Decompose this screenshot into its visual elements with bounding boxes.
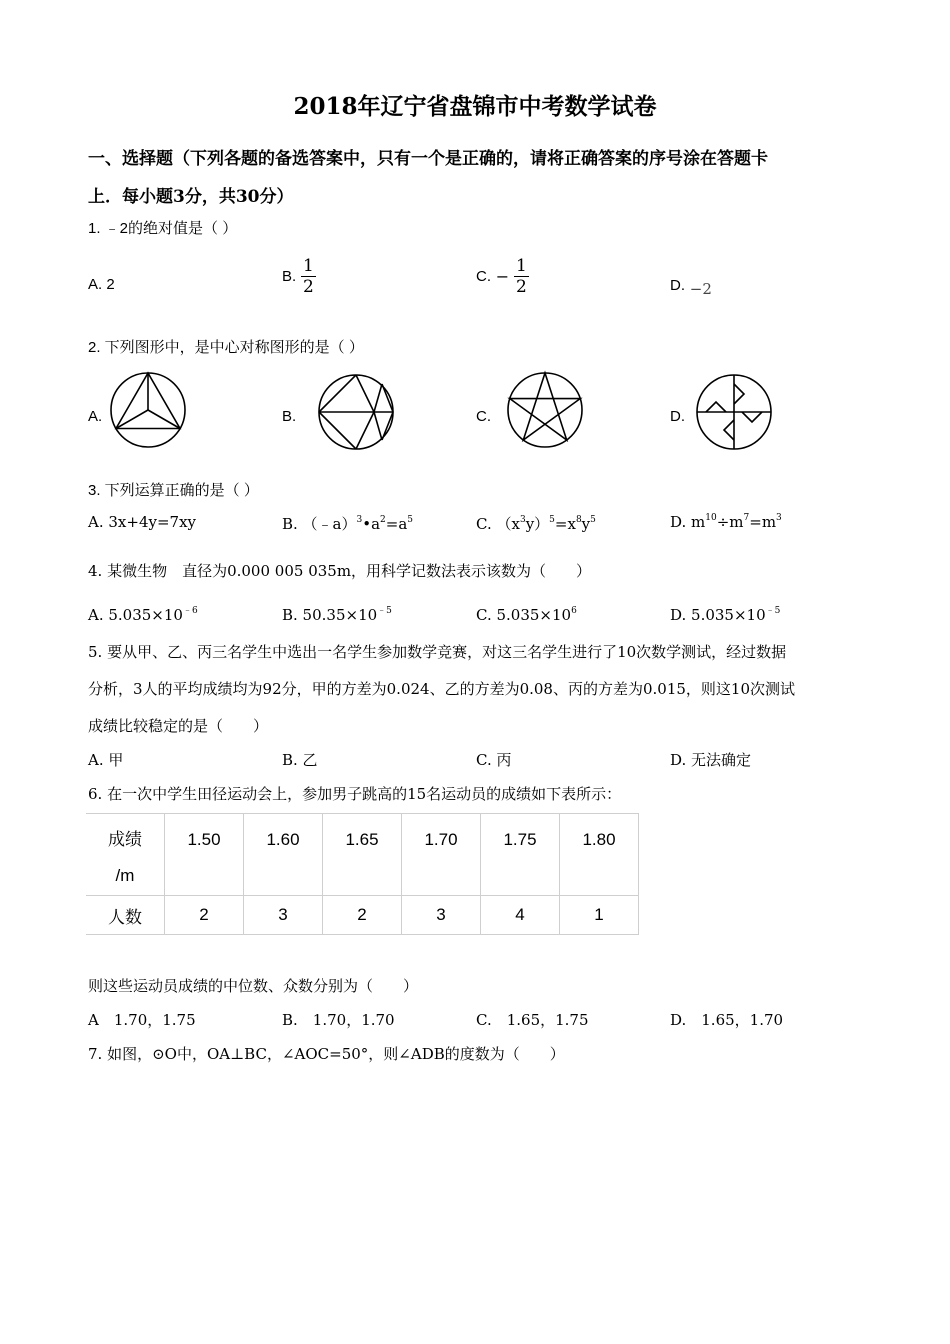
q3-d-exp2: 7	[743, 513, 750, 523]
table-cell: 4	[481, 896, 560, 935]
q3-d-exp3: 3	[776, 513, 782, 523]
table-cell: 1.70	[402, 814, 481, 896]
q4-option-c	[476, 606, 577, 624]
section-heading-line2: 上．每小题3分，共30分）	[88, 187, 294, 207]
q2-option-c: C.	[476, 408, 491, 425]
q4-c-base: C. 5.035×10	[476, 606, 572, 624]
q4-stem: 4. 某微生物 直径为0.000 005 035m，用科学记数法表示该数为（ ）	[88, 562, 592, 580]
q4-d-exp: ﹣5	[765, 606, 781, 616]
fraction-denominator: 2	[302, 277, 314, 297]
q3-stem: 3. 下列运算正确的是（ ）	[88, 482, 259, 499]
q5-option-a: A. 甲	[88, 751, 124, 769]
q3-b-exp3: 5	[407, 515, 414, 525]
q5-option-b: B. 乙	[282, 751, 318, 769]
q4-b-exp: ﹣5	[377, 606, 392, 616]
q1-option-c-fraction	[514, 256, 529, 297]
q6-question: 则这些运动员成绩的中位数、众数分别为（ ）	[88, 977, 419, 995]
q3-c-exp3: 8	[575, 515, 582, 525]
q3-c-exp2: 5	[549, 515, 555, 525]
q5-option-d: D. 无法确定	[670, 751, 752, 769]
q3-c-exp1: 3	[519, 515, 526, 525]
q3-option-d	[670, 513, 782, 531]
q3-d-part1: D. m	[670, 513, 706, 531]
q1-option-c	[476, 256, 529, 297]
q1-option-d-value: −2	[689, 280, 712, 298]
table-cell: 1.80	[560, 814, 639, 896]
q6-option-a: A 1.70，1.75	[88, 1011, 196, 1029]
q1-option-c-sign: −	[495, 267, 510, 286]
q3-c-part1: C. （x	[476, 515, 520, 533]
q3-d-exp1: 10	[705, 513, 717, 523]
fraction-numerator: 1	[515, 256, 527, 276]
q6-option-c: C. 1.65，1.75	[476, 1011, 589, 1029]
q4-d-base: D. 5.035×10	[670, 606, 766, 624]
q2-option-d: D.	[670, 408, 685, 425]
exam-title: 2018年辽宁省盘锦市中考数学试卷	[293, 93, 657, 120]
q1-option-b-fraction	[301, 256, 316, 297]
q5-stem-line2: 分析，3人的平均成绩均为92分，甲的方差为0.024、乙的方差为0.08、丙的方差为0.015，则这10次测试	[88, 680, 796, 698]
q4-b-base: B. 50.35×10	[282, 606, 378, 624]
q3-c-part4: y	[581, 515, 591, 533]
q1-option-c-label: C.	[476, 268, 491, 285]
fraction-denominator: 2	[515, 277, 527, 297]
table-cell: 2	[323, 896, 402, 935]
q4-a-exp: ﹣6	[182, 606, 198, 616]
q3-option-c	[476, 513, 596, 534]
score-table	[86, 813, 639, 935]
q1-stem: 1. ﹣2的绝对值是（ ）	[88, 220, 238, 237]
figure-c-star-circle	[505, 370, 585, 450]
table-cell: 2	[165, 896, 244, 935]
table-cell: 1.75	[481, 814, 560, 896]
q4-c-exp: 6	[571, 606, 577, 616]
q2-option-a: A.	[88, 408, 103, 425]
q1-option-b-label: B.	[282, 268, 297, 285]
q5-stem-line3: 成绩比较稳定的是（ ）	[88, 717, 269, 735]
figure-a-triangle-circle	[108, 370, 188, 450]
q3-c-part3: =x	[554, 515, 576, 533]
figure-b-chord-circle	[316, 372, 396, 452]
table-cell: 3	[244, 896, 323, 935]
q3-d-part2: ÷m	[716, 513, 744, 531]
header-label-line2: /m	[115, 866, 135, 885]
q1-option-d	[670, 276, 712, 298]
table-header-cell	[86, 814, 165, 896]
q6-option-b: B. 1.70，1.70	[282, 1011, 395, 1029]
q3-b-exp1: 3	[356, 515, 363, 525]
q2-stem: 2. 下列图形中，是中心对称图形的是（ ）	[88, 339, 364, 356]
q1-option-b	[282, 256, 316, 297]
section-heading-line1: 一、选择题（下列各题的备选答案中，只有一个是正确的，请将正确答案的序号涂在答题卡	[88, 149, 768, 169]
q4-option-d	[670, 606, 780, 624]
header-label-line1: 成绩	[108, 830, 142, 849]
q4-a-base: A. 5.035×10	[88, 606, 183, 624]
figure-d-pinwheel-circle	[694, 372, 774, 452]
table-header-cell: 人数	[86, 896, 165, 935]
q3-b-part1: B. （﹣a）	[282, 515, 357, 533]
table-cell: 1	[560, 896, 639, 935]
q3-option-a: A. 3x+4y=7xy	[88, 513, 197, 531]
table-row	[86, 814, 639, 896]
q2-option-b: B.	[282, 408, 297, 425]
q1-option-d-label: D.	[670, 277, 685, 294]
q7-stem: 7. 如图，⊙O中，OA⊥BC，∠AOC=50°，则∠ADB的度数为（ ）	[88, 1045, 565, 1063]
table-cell: 1.50	[165, 814, 244, 896]
q3-option-b	[282, 513, 413, 534]
table-cell: 3	[402, 896, 481, 935]
q5-option-c: C. 丙	[476, 751, 512, 769]
fraction-numerator: 1	[302, 256, 314, 276]
q3-b-exp2: 2	[380, 515, 386, 525]
q4-option-b	[282, 606, 392, 624]
q3-b-part2: •a	[362, 515, 381, 533]
table-cell: 1.60	[244, 814, 323, 896]
q1-option-a: A. 2	[88, 276, 115, 293]
q3-c-exp4: 5	[590, 515, 596, 525]
q3-d-part3: =m	[749, 513, 777, 531]
table-row	[86, 896, 639, 935]
q4-option-a	[88, 606, 198, 624]
q6-stem: 6. 在一次中学生田径运动会上，参加男子跳高的15名运动员的成绩如下表所示：	[88, 785, 622, 803]
table-cell: 1.65	[323, 814, 402, 896]
q3-c-part2: y）	[525, 515, 550, 533]
q3-b-part3: =a	[385, 515, 408, 533]
q5-stem-line1: 5. 要从甲、乙、丙三名学生中选出一名学生参加数学竞赛，对这三名学生进行了10次数学测试，经过数据	[88, 643, 787, 661]
q6-option-d: D. 1.65，1.70	[670, 1011, 784, 1029]
